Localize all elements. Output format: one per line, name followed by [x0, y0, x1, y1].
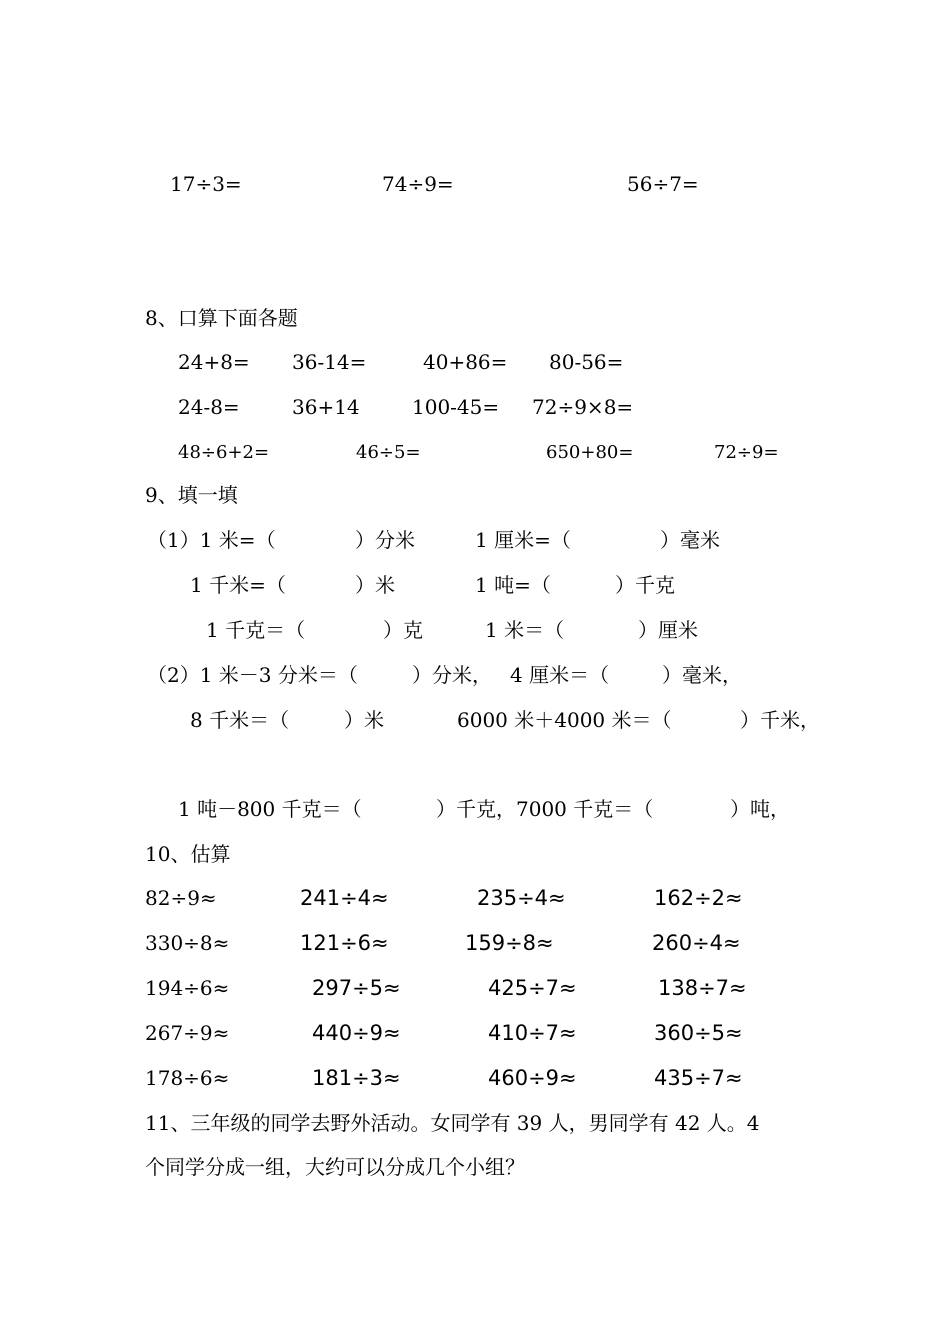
- q10-heading: 10、估算: [145, 842, 231, 866]
- q9-fill-unit: ）毫米，: [662, 663, 742, 687]
- q9-fill-unit: ）千米，: [740, 708, 820, 732]
- q9-fill-prompt: （1）1 米=（: [147, 528, 276, 552]
- q9-fill-prompt: （2）1 米－3 分米＝（: [147, 663, 358, 687]
- estimate-problem: 267÷9≈: [145, 1021, 230, 1045]
- q9-fill-unit: ）吨，: [730, 797, 790, 821]
- estimate-problem: 435÷7≈: [654, 1066, 743, 1090]
- estimate-problem: 159÷8≈: [465, 931, 554, 955]
- estimate-problem: 440÷9≈: [312, 1021, 401, 1045]
- q9-fill-prompt: 1 厘米=（: [475, 528, 571, 552]
- q8-problem: 72÷9×8=: [532, 395, 634, 419]
- q9-fill-prompt: 6000 米＋4000 米＝（: [457, 708, 672, 732]
- q9-fill-prompt: 1 米＝（: [485, 618, 565, 642]
- q8-problem: 36+14: [292, 395, 360, 419]
- q9-fill-unit: ）米: [344, 708, 384, 732]
- q9-fill-mid: ）千克，7000 千克＝（: [436, 797, 654, 821]
- estimate-problem: 425÷7≈: [488, 976, 577, 1000]
- q8-problem: 72÷9=: [714, 442, 779, 463]
- q11-text-line1: 11、三年级的同学去野外活动。女同学有 39 人，男同学有 42 人。4: [145, 1111, 760, 1135]
- q9-fill-unit: ）克: [383, 618, 423, 642]
- q9-fill-unit: ）厘米: [638, 618, 698, 642]
- q9-fill-unit: ）米: [355, 573, 395, 597]
- estimate-problem: 82÷9≈: [145, 886, 217, 910]
- estimate-problem: 194÷6≈: [145, 976, 230, 1000]
- q11-text-line2: 个同学分成一组，大约可以分成几个小组？: [145, 1155, 525, 1179]
- problem-74-div-9: 74÷9=: [382, 172, 454, 196]
- estimate-problem: 260÷4≈: [652, 931, 741, 955]
- q8-heading: 8、口算下面各题: [145, 306, 298, 330]
- problem-56-div-7: 56÷7=: [627, 172, 699, 196]
- estimate-problem: 460÷9≈: [488, 1066, 577, 1090]
- estimate-problem: 181÷3≈: [312, 1066, 401, 1090]
- q9-fill-prompt: 1 吨=（: [475, 573, 551, 597]
- estimate-problem: 178÷6≈: [145, 1066, 230, 1090]
- q9-heading: 9、填一填: [145, 483, 238, 507]
- estimate-problem: 297÷5≈: [312, 976, 401, 1000]
- q8-problem: 650+80=: [546, 442, 634, 463]
- estimate-problem: 410÷7≈: [488, 1021, 577, 1045]
- q8-problem: 80-56=: [549, 350, 624, 374]
- q8-problem: 48÷6+2=: [178, 442, 270, 463]
- q9-fill-prompt: 8 千米＝（: [190, 708, 290, 732]
- estimate-problem: 138÷7≈: [658, 976, 747, 1000]
- q9-fill-unit: ）分米: [355, 528, 415, 552]
- q8-problem: 24-8=: [178, 395, 240, 419]
- q8-problem: 100-45=: [412, 395, 500, 419]
- q8-problem: 36-14=: [292, 350, 367, 374]
- q9-fill-prompt: 4 厘米＝（: [510, 663, 610, 687]
- q8-problem: 40+86=: [423, 350, 508, 374]
- estimate-problem: 235÷4≈: [477, 886, 566, 910]
- estimate-problem: 241÷4≈: [300, 886, 389, 910]
- estimate-problem: 360÷5≈: [654, 1021, 743, 1045]
- q8-problem: 46÷5=: [356, 442, 421, 463]
- problem-17-div-3: 17÷3=: [170, 172, 242, 196]
- q9-fill-prompt: 1 千米=（: [190, 573, 286, 597]
- q9-fill-prompt: 1 千克＝（: [206, 618, 306, 642]
- estimate-problem: 162÷2≈: [654, 886, 743, 910]
- q9-fill-unit: ）千克: [615, 573, 675, 597]
- estimate-problem: 330÷8≈: [145, 931, 230, 955]
- estimate-problem: 121÷6≈: [300, 931, 389, 955]
- q8-problem: 24+8=: [178, 350, 250, 374]
- q9-fill-unit: ）毫米: [660, 528, 720, 552]
- q9-fill-unit: ）分米，: [412, 663, 492, 687]
- q9-fill-prompt: 1 吨－800 千克＝（: [178, 797, 362, 821]
